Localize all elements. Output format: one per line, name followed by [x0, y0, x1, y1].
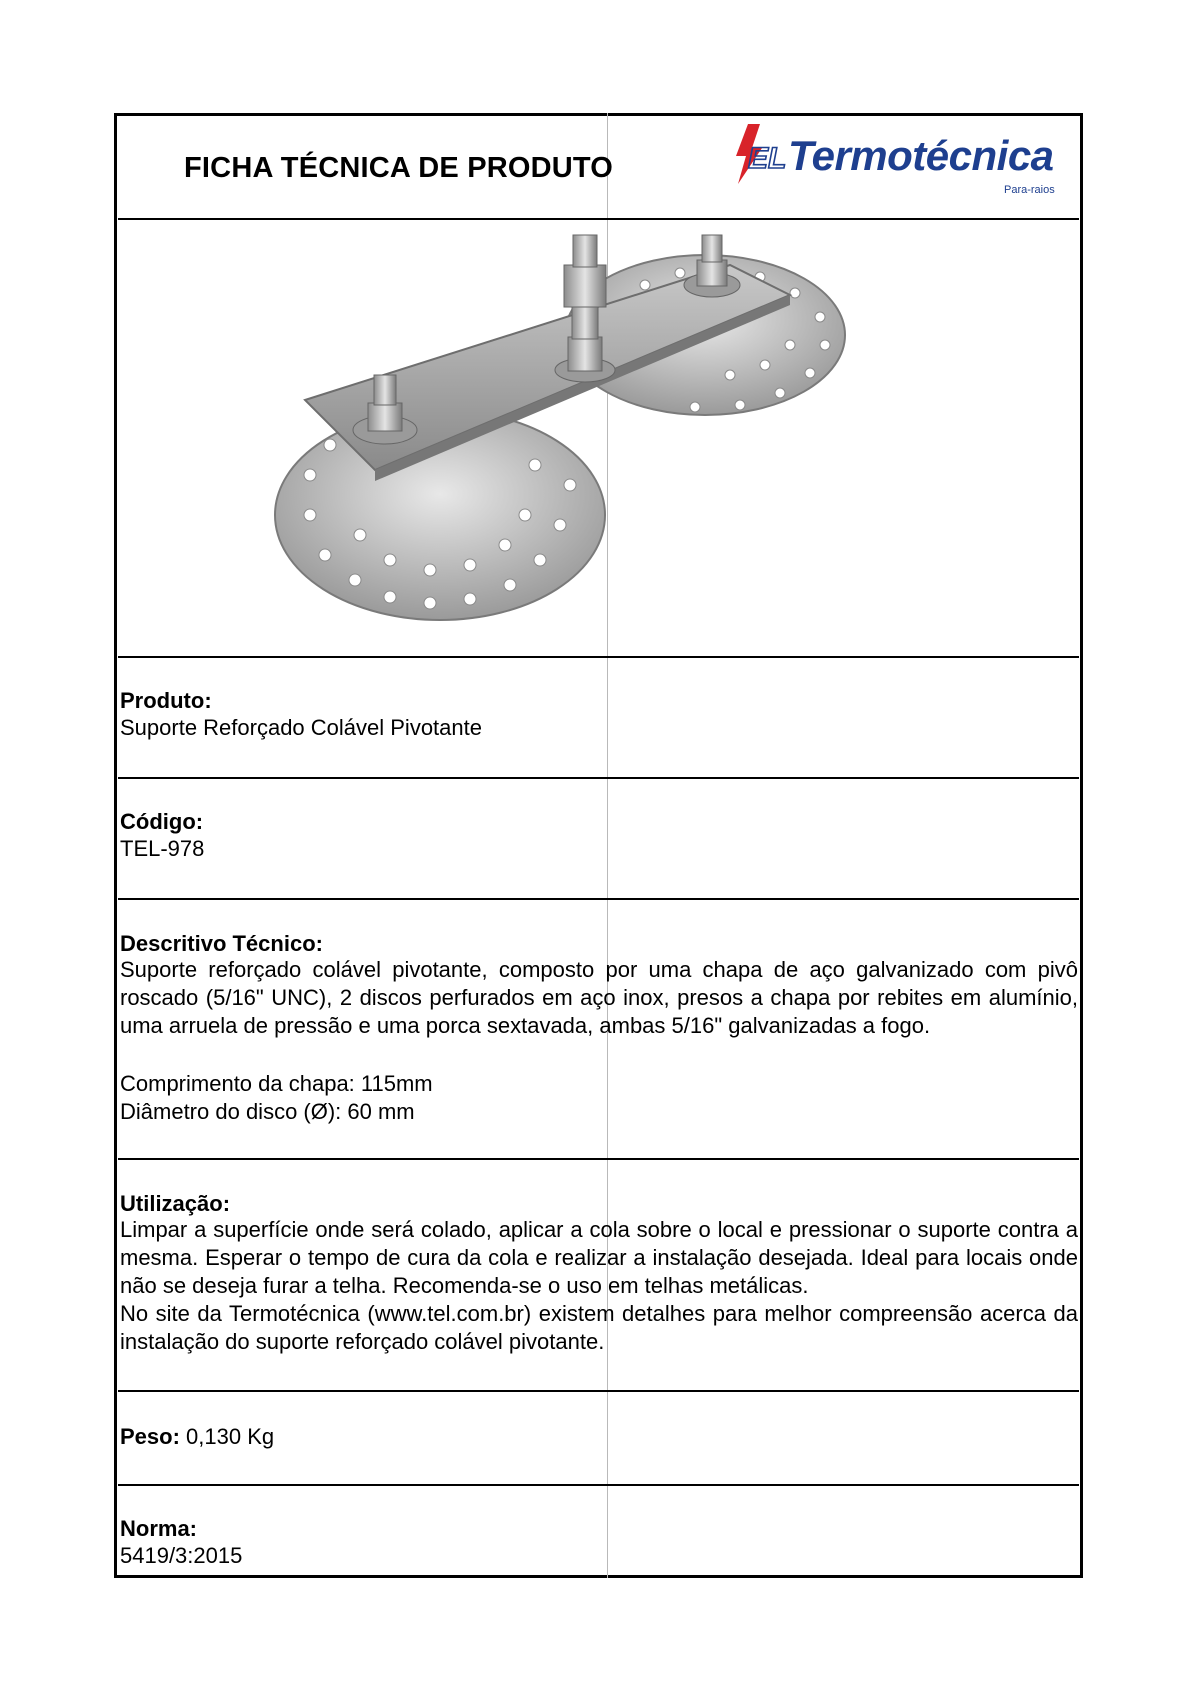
- divider: [118, 1158, 1079, 1160]
- norma-label: Norma:: [120, 1516, 198, 1541]
- descritivo-text: Suporte reforçado colável pivotante, composto por uma chapa de aço galvanizado com pivô roscado (5/16" UNC), 2 discos perfurados em aço inox, presos a chapa por rebites em alumínio, uma arruela de pressão e uma porca sextavada, ambas 5/16" galvanizadas a fogo.: [120, 957, 1078, 1038]
- brand-tagline: Para-raios: [1004, 184, 1055, 196]
- peso-row: [120, 1424, 274, 1450]
- divider: [118, 777, 1079, 779]
- produto-value: Suporte Reforçado Colável Pivotante: [120, 715, 482, 740]
- utilizacao-text-site: No site da Termotécnica (www.tel.com.br) existem detalhes para melhor compreensão acerca da instalação do suporte reforçado colável pivotante.: [120, 1301, 1078, 1354]
- codigo-label: Código:: [120, 809, 204, 834]
- company-logo: [730, 122, 1070, 202]
- divider: [118, 898, 1079, 900]
- descritivo-label: Descritivo Técnico:: [120, 931, 323, 956]
- comprimento-chapa: Comprimento da chapa: 115mm: [120, 1071, 433, 1096]
- codigo-value: TEL-978: [120, 836, 205, 861]
- peso-value: 0,130 Kg: [186, 1424, 275, 1449]
- diametro-disco: Diâmetro do disco (Ø): 60 mm: [120, 1099, 415, 1124]
- produto-label: Produto:: [120, 688, 212, 713]
- divider: [118, 1484, 1079, 1486]
- pivoting-support-photo: [250, 225, 910, 630]
- divider: [118, 656, 1079, 658]
- brand-name: Termotécnica: [788, 132, 1054, 179]
- utilizacao-label: Utilização:: [120, 1191, 231, 1216]
- divider: [118, 1390, 1079, 1392]
- utilizacao-text: Limpar a superfície onde será colado, aplicar a cola sobre o local e pressionar o suporte contra a mesma. Esperar o tempo de cura da cola e realizar a instalação desejada. Ideal para locais onde não se deseja furar a telha. Recomenda-se o uso em telhas metálicas.: [120, 1217, 1078, 1298]
- svg-text:EL: EL: [748, 142, 787, 175]
- divider: [118, 218, 1079, 220]
- peso-label: Peso:: [120, 1424, 187, 1449]
- norma-value: 5419/3:2015: [120, 1543, 243, 1568]
- page-title: FICHA TÉCNICA DE PRODUTO: [184, 152, 614, 184]
- tel-logo-icon: [730, 122, 790, 202]
